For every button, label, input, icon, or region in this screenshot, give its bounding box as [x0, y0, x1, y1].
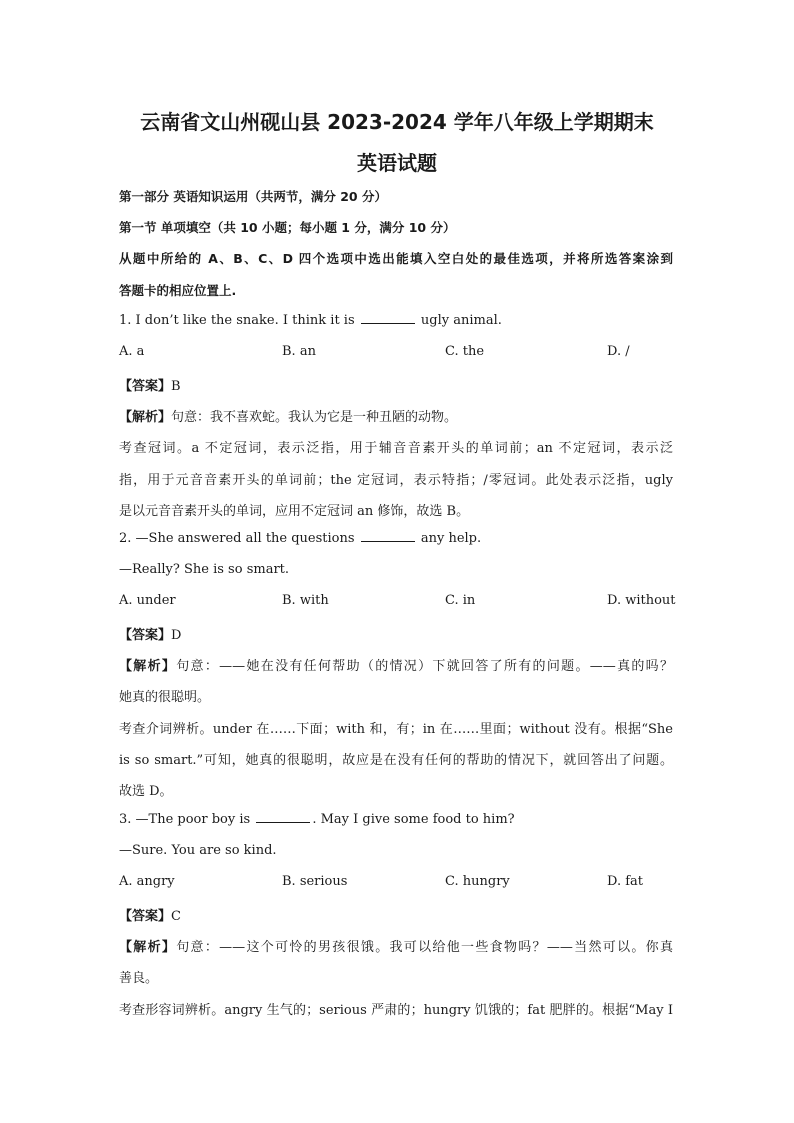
- question-1-option-b: B. an: [282, 344, 316, 359]
- question-2-option-d: D. without: [607, 593, 676, 608]
- question-3-analysis-line-2: 善良。: [119, 971, 159, 986]
- question-1-analysis-line-1: 句意：我不喜欢蛇。我认为它是一种丑陋的动物。: [171, 410, 458, 425]
- question-1-answer: [119, 375, 181, 394]
- question-2-analysis-line-5: 故选 D。: [119, 784, 173, 799]
- question-1-blank: [361, 322, 415, 324]
- instruction-line-2: 答题卡的相应位置上.: [119, 283, 237, 298]
- analysis-label: 【解析】: [119, 940, 177, 955]
- question-1-option-d: D. /: [607, 344, 630, 359]
- question-2-blank: [361, 540, 415, 542]
- question-3-option-c: C. hungry: [445, 874, 510, 889]
- question-1-analysis: [119, 406, 457, 425]
- section-heading: 第一节 单项填空（共 10 小题；每小题 1 分，满分 10 分）: [119, 220, 456, 235]
- question-1-analysis-line-4: 是以元音音素开头的单词，应用不定冠词 an 修饰，故选 B。: [119, 504, 470, 519]
- answer-label: 【答案】: [119, 628, 172, 643]
- question-3-option-b: B. serious: [282, 874, 348, 889]
- answer-label: 【答案】: [119, 379, 172, 394]
- question-3-stem-start: 3. —The poor boy is: [119, 812, 251, 827]
- analysis-label: 【解析】: [119, 659, 177, 674]
- question-2-analysis: [119, 655, 673, 674]
- question-1-option-a: A. a: [119, 344, 145, 359]
- question-3-stem: [119, 812, 515, 827]
- question-2-answer-value: D: [171, 628, 182, 643]
- question-3-blank: [256, 821, 310, 823]
- question-1-stem: [119, 313, 502, 328]
- question-3-stem-end: . May I give some food to him?: [312, 812, 515, 827]
- document-subtitle: 英语试题: [357, 151, 437, 175]
- question-2-analysis-line-3: 考查介词辨析。under 在……下面；with 和，有；in 在……里面；without 没有。根据“She: [119, 722, 673, 737]
- question-3-analysis-line-1: 句意：——这个可怜的男孩很饿。我可以给他一些食物吗？——当然可以。你真: [176, 940, 673, 955]
- question-3-option-a: A. angry: [119, 874, 175, 889]
- question-2-analysis-line-1: 句意：——她在没有任何帮助（的情况）下就回答了所有的问题。——真的吗？: [176, 659, 673, 674]
- question-3-answer-value: C: [171, 909, 181, 924]
- question-1-stem-start: 1. I don’t like the snake. I think it is: [119, 313, 355, 328]
- question-2-analysis-line-4: is so smart.”可知，她真的很聪明，故应是在没有任何的帮助的情况下，就回答出了问题。: [119, 753, 673, 768]
- question-2-option-b: B. with: [282, 593, 329, 608]
- question-2-stem-start: 2. —She answered all the questions: [119, 531, 355, 546]
- question-3-answer: [119, 905, 181, 924]
- analysis-label: 【解析】: [119, 410, 172, 425]
- question-1-analysis-line-3: 指，用于元音音素开头的单词前；the 定冠词，表示特指；/零冠词。此处表示泛指，ugly: [119, 473, 673, 488]
- question-1-stem-end: ugly animal.: [420, 313, 502, 328]
- question-2-stem: [119, 531, 481, 546]
- question-1-option-c: C. the: [445, 344, 485, 359]
- part-heading: 第一部分 英语知识运用（共两节，满分 20 分）: [119, 189, 387, 204]
- question-3-option-d: D. fat: [607, 874, 644, 889]
- question-1-analysis-line-2: 考查冠词。a 不定冠词，表示泛指，用于辅音音素开头的单词前；an 不定冠词，表示泛: [119, 441, 673, 456]
- question-2-option-a: A. under: [119, 593, 176, 608]
- question-1-answer-value: B: [171, 379, 181, 394]
- question-2-analysis-line-2: 她真的很聪明。: [119, 690, 211, 705]
- question-3-analysis: [119, 936, 673, 955]
- question-2-reply: —Really? She is so smart.: [119, 562, 290, 577]
- answer-label: 【答案】: [119, 909, 172, 924]
- document-title: 云南省文山州砚山县 2023-2024 学年八年级上学期期末: [140, 110, 654, 134]
- question-2-answer: [119, 624, 181, 643]
- question-2-option-c: C. in: [445, 593, 476, 608]
- question-3-reply: —Sure. You are so kind.: [119, 843, 277, 858]
- instruction-line-1: 从题中所给的 A、B、C、D 四个选项中选出能填入空白处的最佳选项，并将所选答案涂到: [119, 251, 673, 266]
- question-2-stem-end: any help.: [420, 531, 482, 546]
- question-3-analysis-line-3: 考查形容词辨析。angry 生气的；serious 严肃的；hungry 饥饿的；fat 肥胖的。根据“May I: [119, 1003, 673, 1018]
